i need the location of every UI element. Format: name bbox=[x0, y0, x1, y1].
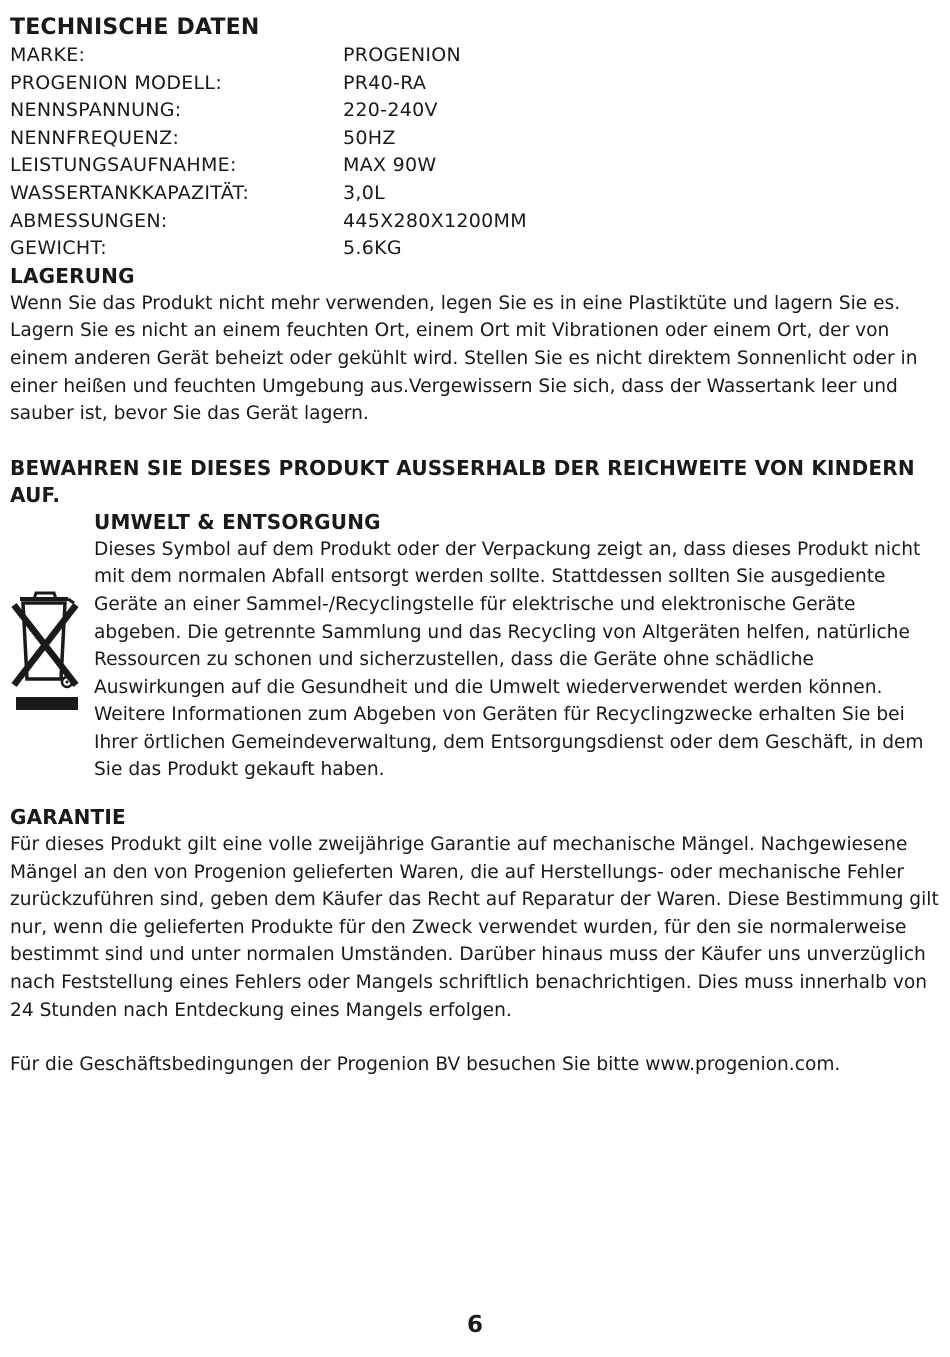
spec-value: 445X280X1200MM bbox=[343, 209, 527, 232]
environment-text: Dieses Symbol auf dem Produkt oder der Verpackung zeigt an, dass dieses Produkt nicht mit dem normalen Abfall entsorgt werden sollte. Stattdessen sollten Sie ausgediente Geräte an einer Sammel-/Recyclingstelle für elektrische und elektronische Geräte abgeben. Die getrennte Sammlung und das Recycling von Altgeräten helfen, natürliche Ressourcen zu schonen und sicherzustellen, dass die Geräte ohne schädliche Auswirkungen auf die Gesundheit und die Umwelt wiederverwendet werden können. Weitere Informationen zum Abgeben von Geräten für Recyclingzwecke erhalten Sie bei Ihrer örtlichen Gemeindeverwaltung, dem Entsorgungsdienst oder dem Geschäft, in dem Sie das Produkt gekauft haben. bbox=[94, 538, 924, 781]
spec-value: MAX 90W bbox=[343, 154, 437, 177]
terms-text: Für die Geschäftsbedingungen der Progenion BV besuchen Sie bitte www.progenion.com. bbox=[10, 1054, 841, 1076]
technical-data-heading: TECHNISCHE DATEN bbox=[10, 15, 260, 40]
children-warning: BEWAHREN SIE DIESES PRODUKT AUSSERHALB DER REICHWEITE VON KINDERN AUF. bbox=[10, 455, 915, 507]
warranty-text: Für dieses Produkt gilt eine volle zweijährige Garantie auf mechanische Mängel. Nachgewiesene Mängel an den von Progenion gelieferten Waren, die auf Herstellungs- oder mechanische Fehler zurückzuführen sind, geben dem Käufer das Recht auf Reparatur der Waren. Diese Bestimmung gilt nur, wenn die gelieferten Produkte für den Zweck verwendet wurden, für den sie normalerweise bestimmt sind und unter normalen Umständen. Darüber hinaus muss der Käufer uns unverzüglich nach Feststellung eines Fehlers oder Mangels schriftlich benachrichtigen. Dies muss innerhalb von 24 Stunden nach Entdeckung eines Mangels erfolgen. bbox=[10, 834, 939, 1021]
spec-row bbox=[10, 208, 944, 236]
storage-heading: LAGERUNG bbox=[10, 263, 135, 288]
spec-label: LEISTUNGSAUFNAHME: bbox=[10, 154, 237, 177]
spec-label: PROGENION MODELL: bbox=[10, 71, 223, 94]
spec-value: 3,0L bbox=[343, 181, 386, 204]
spec-row bbox=[10, 180, 944, 208]
spec-row bbox=[10, 42, 944, 70]
spec-label: WASSERTANKKAPAZITÄT: bbox=[10, 181, 250, 204]
environment-heading: UMWELT & ENTSORGUNG bbox=[94, 509, 381, 534]
spec-row bbox=[10, 70, 944, 98]
page-number: 6 bbox=[466, 1312, 483, 1338]
spec-value: PR40-RA bbox=[343, 71, 427, 94]
storage-text: Wenn Sie das Produkt nicht mehr verwenden, legen Sie es in eine Plastiktüte und lagern Sie es. Lagern Sie es nicht an einem feuchten Ort, einem Ort mit Vibrationen oder einem Ort, der von einem anderen Gerät beheizt oder gekühlt wird. Stellen Sie es nicht direktem Sonnenlicht oder in einer heißen und feuchten Umgebung aus.Vergewissern Sie sich, dass der Wassertank leer und sauber ist, bevor Sie das Gerät lagern. bbox=[10, 292, 918, 425]
manual-page bbox=[10, 14, 944, 1079]
spec-label: MARKE: bbox=[10, 44, 86, 66]
environment-section bbox=[10, 509, 944, 784]
spec-row bbox=[10, 97, 944, 125]
technical-data-list bbox=[10, 42, 944, 263]
spec-label: ABMESSUNGEN: bbox=[10, 209, 168, 232]
spec-label: NENNFREQUENZ: bbox=[10, 126, 180, 149]
spec-row bbox=[10, 125, 944, 153]
crossed-out-wheelie-bin-icon bbox=[10, 581, 80, 713]
spec-value: 50HZ bbox=[343, 126, 396, 149]
spec-value: 220-240V bbox=[343, 99, 438, 122]
spec-label: NENNSPANNUNG: bbox=[10, 99, 182, 122]
spec-value: 5.6KG bbox=[343, 237, 402, 260]
spec-label: GEWICHT: bbox=[10, 237, 107, 260]
warranty-heading: GARANTIE bbox=[10, 805, 126, 830]
spec-row bbox=[10, 152, 944, 180]
spec-value: PROGENION bbox=[343, 44, 462, 66]
spec-row bbox=[10, 235, 944, 263]
